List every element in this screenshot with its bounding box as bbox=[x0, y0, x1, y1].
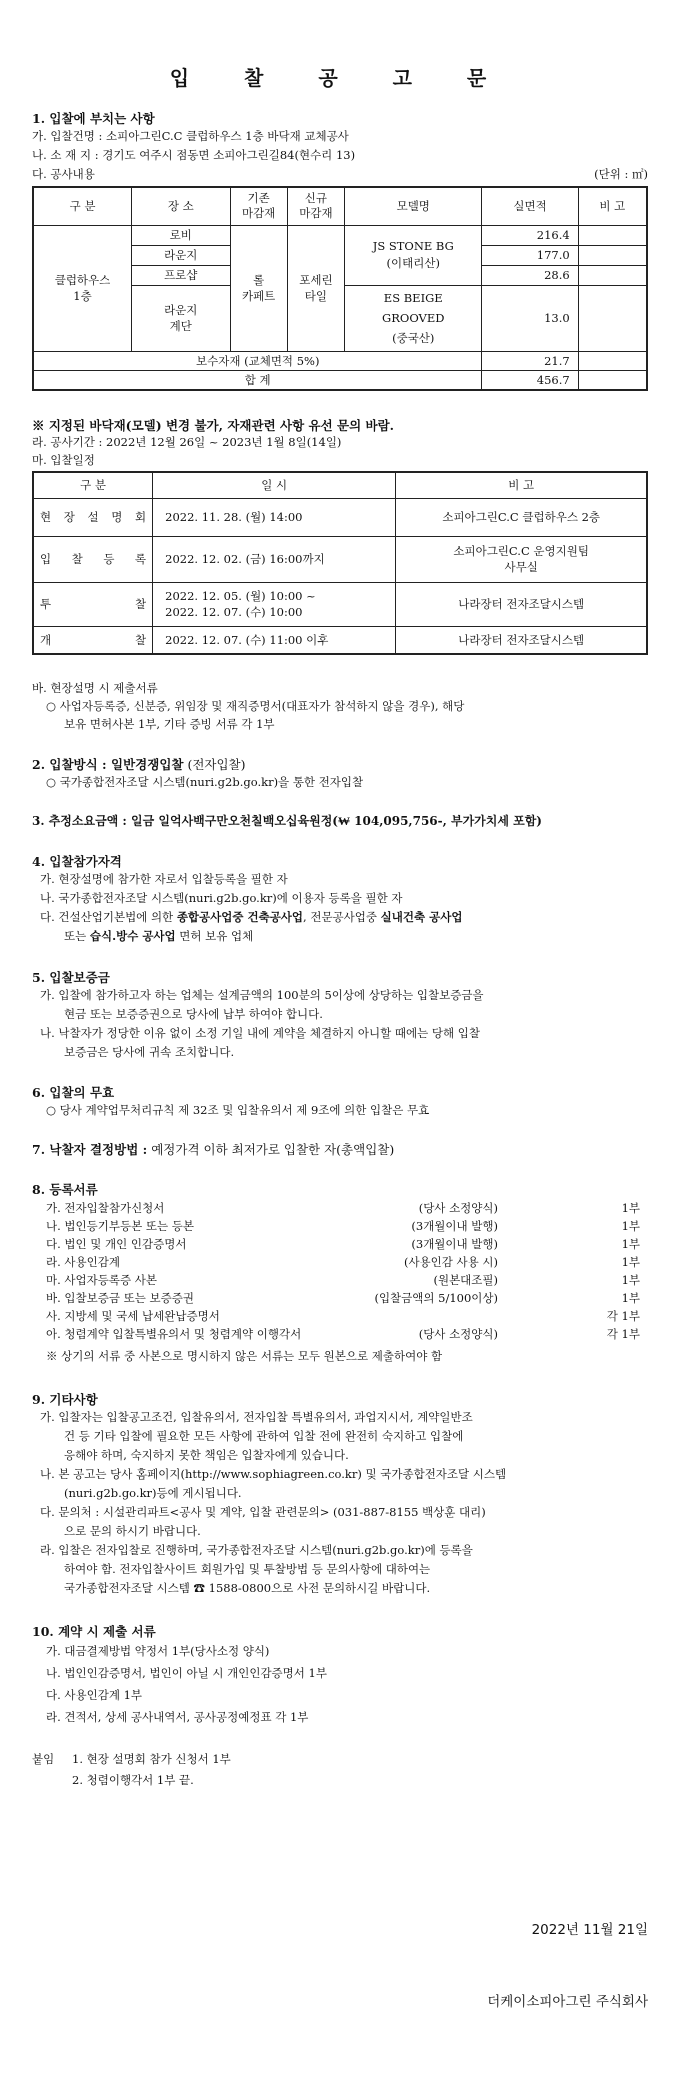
header-cell: 모델명 bbox=[345, 187, 482, 225]
qual-b: 나. 국가종합전자조달 시스템(nuri.g2b.go.kr)에 이용자 등록을 필한 자 bbox=[40, 891, 403, 905]
misc-line: 나. 본 공고는 당사 홈페이지(http://www.sophiagreen.co.kr) 및 국가종합전자조달 시스템 bbox=[40, 1467, 507, 1481]
area-cell: 177.0 bbox=[482, 245, 578, 265]
header-cell: 실면적 bbox=[482, 187, 578, 225]
doc-name: 다. 법인 및 개인 인감증명서 bbox=[46, 1237, 187, 1251]
spare-label: 보수자재 (교체면적 5%) bbox=[33, 351, 482, 370]
project-location: 나. 소 재 지 : 경기도 여주시 점동면 소피아그린길84(현수리 13) bbox=[32, 148, 356, 162]
deposit-b1: 나. 낙찰자가 정당한 이유 없이 소정 기일 내에 계약을 체결하지 아니할 때에는 당해 입찰 bbox=[40, 1026, 480, 1040]
note-cell bbox=[578, 351, 647, 370]
misc-line: 다. 문의처 : 시설관리파트<공사 및 계약, 입찰 관련문의> (031-887-8155 백상훈 대리) bbox=[40, 1505, 486, 1519]
qual-a: 가. 현장설명에 참가한 자로서 입찰등록을 필한 자 bbox=[40, 872, 288, 886]
section-1-heading: 1. 입찰에 부치는 사항 bbox=[32, 111, 155, 126]
header-cell: 비 고 bbox=[396, 472, 647, 498]
doc-qty: 1부 bbox=[621, 1237, 640, 1251]
section-4-heading: 4. 입찰참가자격 bbox=[32, 854, 122, 869]
qual-c-text2: , 전문공사업중 bbox=[303, 910, 381, 924]
doc-note: (사용인감 사용 시) bbox=[403, 1255, 498, 1269]
site-docs-line2: 보유 면허사본 1부, 기타 증빙 서류 각 1부 bbox=[64, 717, 275, 731]
header-cell: 비 고 bbox=[578, 187, 647, 225]
list-item bbox=[46, 1218, 646, 1236]
bid-method-line: ○ 국가종합전자조달 시스템(nuri.g2b.go.kr)을 통한 전자입찰 bbox=[46, 775, 364, 789]
note-cell bbox=[578, 225, 647, 245]
list-item bbox=[46, 1254, 646, 1272]
misc-line: 응해야 하며, 숙지하지 못한 책임은 입찰자에게 있습니다. bbox=[64, 1448, 349, 1462]
award-method-label: 7. 낙찰자 결정방법 : bbox=[32, 1142, 148, 1157]
qual-c-text: 다. 건설산업기본법에 의한 bbox=[40, 910, 177, 924]
spare-value: 21.7 bbox=[482, 351, 578, 370]
qual-c bbox=[40, 909, 462, 925]
list-item bbox=[46, 1308, 646, 1326]
header-cell: 구 분 bbox=[33, 472, 153, 498]
schedule-note-cell: 나라장터 전자조달시스템 bbox=[396, 582, 647, 626]
model-cell: JS STONE BG (이태리산) bbox=[345, 225, 482, 285]
doc-name: 마. 사업자등록증 사본 bbox=[46, 1273, 157, 1287]
bid-method: 2. 입찰방식 : 일반경쟁입찰 bbox=[32, 757, 184, 772]
area-cell: 216.4 bbox=[482, 225, 578, 245]
award-method-text: 예정가격 이하 최저가로 입찰한 자(총액입찰) bbox=[147, 1142, 395, 1157]
note-cell bbox=[578, 285, 647, 351]
qual-d-text2: 면허 보유 업체 bbox=[175, 929, 254, 943]
list-item bbox=[46, 1290, 646, 1308]
header-cell: 장 소 bbox=[132, 187, 231, 225]
section-6-heading: 6. 입찰의 무효 bbox=[32, 1085, 115, 1100]
doc-name: 사. 지방세 및 국세 납세완납증명서 bbox=[46, 1309, 220, 1323]
doc-name: 나. 법인등기부등본 또는 등본 bbox=[46, 1219, 194, 1233]
invalid-line: ○ 당사 계약업무처리규칙 제 32조 및 입찰유의서 제 9조에 의한 입찰은 무효 bbox=[46, 1103, 430, 1117]
docs-footnote: ※ 상기의 서류 중 사본으로 명시하지 않은 서류는 모두 원본으로 제출하여야 함 bbox=[46, 1349, 443, 1363]
old-material-cell: 롤 카페트 bbox=[230, 225, 287, 351]
doc-qty: 각 1부 bbox=[606, 1327, 640, 1341]
area-cell: 13.0 bbox=[482, 285, 578, 351]
project-name: 가. 입찰건명 : 소피아그린C.C 클럽하우스 1층 바닥재 교체공사 bbox=[32, 129, 349, 143]
misc-line: 건 등 기타 입찰에 필요한 모든 사항에 관하여 입찰 전에 완전히 숙지하고 입찰에 bbox=[64, 1429, 464, 1443]
list-item bbox=[46, 1326, 646, 1344]
qual-c-bold1: 종합공사업중 건축공사업 bbox=[176, 910, 304, 924]
page-title: 입 찰 공 고 문 bbox=[169, 66, 511, 90]
site-docs-label: 바. 현장설명 시 제출서류 bbox=[32, 681, 158, 695]
misc-line: 으로 문의 하시기 바랍니다. bbox=[64, 1524, 201, 1538]
schedule-date-cell: 2022. 12. 02. (금) 16:00까지 bbox=[153, 536, 396, 582]
list-item bbox=[46, 1200, 646, 1218]
contract-doc-line: 라. 견적서, 상세 공사내역서, 공사공정예정표 각 1부 bbox=[46, 1710, 309, 1724]
misc-line: 라. 입찰은 전자입찰로 진행하며, 국가종합전자조달 시스템(nuri.g2b.go.kr)에 등록을 bbox=[40, 1543, 473, 1557]
bid-method-tail: (전자입찰) bbox=[183, 757, 246, 772]
doc-qty: 각 1부 bbox=[606, 1309, 640, 1323]
schedule-date-cell: 2022. 11. 28. (월) 14:00 bbox=[153, 498, 396, 536]
misc-line: (nuri.g2b.go.kr)등에 게시됩니다. bbox=[64, 1486, 242, 1500]
schedule-date-cell: 2022. 12. 05. (월) 10:00 ~ 2022. 12. 07. (수) 10:00 bbox=[153, 582, 396, 626]
doc-qty: 1부 bbox=[621, 1201, 640, 1215]
doc-note: (당사 소정양식) bbox=[418, 1327, 498, 1341]
doc-note: (입찰금액의 5/100이상) bbox=[374, 1291, 498, 1305]
company-name: 더케이소피아그린 주식회사 bbox=[487, 1994, 648, 2010]
list-item bbox=[46, 1272, 646, 1290]
work-content-label: 다. 공사내용 bbox=[32, 167, 95, 181]
total-value: 456.7 bbox=[482, 370, 578, 390]
construction-period: 라. 공사기간 : 2022년 12월 26일 ~ 2023년 1월 8일(14일) bbox=[32, 435, 342, 449]
contract-doc-line: 나. 법인인감증명서, 법인이 아닐 시 개인인감증명서 1부 bbox=[46, 1666, 327, 1680]
doc-qty: 1부 bbox=[621, 1291, 640, 1305]
work-table bbox=[32, 186, 648, 391]
area-cell: 28.6 bbox=[482, 265, 578, 285]
deposit-b2: 보증금은 당사에 귀속 조치합니다. bbox=[64, 1045, 235, 1059]
new-material-cell: 포세린 타일 bbox=[287, 225, 344, 351]
doc-note: (3개월이내 발행) bbox=[411, 1237, 498, 1251]
qual-d-text: 또는 bbox=[64, 929, 90, 943]
site-docs-line1: ○ 사업자등록증, 신분증, 위임장 및 재직증명서(대표자가 참석하지 않을 경우), 해당 bbox=[46, 699, 465, 713]
material-notice: ※ 지정된 바닥재(모델) 변경 불가, 자재관련 사항 유선 문의 바람. bbox=[32, 418, 394, 433]
qual-d bbox=[64, 928, 253, 944]
schedule-label-cell: 개 찰 bbox=[33, 626, 153, 654]
schedule-label-cell: 현 장 설 명 회 bbox=[33, 498, 153, 536]
section-2-heading bbox=[32, 755, 246, 773]
note-cell bbox=[578, 265, 647, 285]
header-cell: 신규 마감재 bbox=[287, 187, 344, 225]
note-cell bbox=[578, 370, 647, 390]
list-item bbox=[46, 1236, 646, 1254]
doc-note: (원본대조필) bbox=[433, 1273, 498, 1287]
attachment-item: 1. 현장 설명회 참가 신청서 1부 bbox=[72, 1752, 231, 1766]
section-9-heading: 9. 기타사항 bbox=[32, 1392, 98, 1407]
schedule-label-cell: 입 찰 등 록 bbox=[33, 536, 153, 582]
attachment-label: 붙임 bbox=[32, 1752, 55, 1766]
schedule-note-cell: 소피아그린C.C 운영지원팀 사무실 bbox=[396, 536, 647, 582]
place-cell: 프로샵 bbox=[132, 265, 231, 285]
place-cell: 로비 bbox=[132, 225, 231, 245]
section-7-heading bbox=[32, 1140, 394, 1158]
schedule-note-cell: 소피아그린C.C 클럽하우스 2층 bbox=[396, 498, 647, 536]
qual-d-bold: 습식.방수 공사업 bbox=[89, 929, 176, 943]
unit-label: (단위 : ㎡) bbox=[594, 167, 648, 181]
section-10-heading: 10. 계약 시 제출 서류 bbox=[32, 1624, 156, 1639]
place-cell: 라운지 bbox=[132, 245, 231, 265]
model-cell: ES BEIGE GROOVED (중국산) bbox=[345, 285, 482, 351]
header-cell: 일 시 bbox=[153, 472, 396, 498]
place-cell: 라운지 계단 bbox=[132, 285, 231, 351]
doc-name: 가. 전자입찰참가신청서 bbox=[46, 1201, 165, 1215]
qual-c-bold2: 실내건축 공사업 bbox=[380, 910, 463, 924]
section-3-heading: 3. 추정소요금액 : 일금 일억사백구만오천칠백오십육원정(₩ 104,095,756-, 부가가치세 포함) bbox=[32, 814, 542, 828]
doc-note: (당사 소정양식) bbox=[418, 1201, 498, 1215]
section-5-heading: 5. 입찰보증금 bbox=[32, 970, 110, 985]
schedule-label-cell: 투 찰 bbox=[33, 582, 153, 626]
header-cell: 기존 마감재 bbox=[230, 187, 287, 225]
header-cell: 구 분 bbox=[33, 187, 132, 225]
misc-line: 하여야 함. 전자입찰사이트 회원가입 및 투찰방법 등 문의사항에 대하여는 bbox=[64, 1562, 431, 1576]
note-cell bbox=[578, 245, 647, 265]
schedule-note-cell: 나라장터 전자조달시스템 bbox=[396, 626, 647, 654]
deposit-a2: 현금 또는 보증증권으로 당사에 납부 하여야 합니다. bbox=[64, 1007, 323, 1021]
doc-qty: 1부 bbox=[621, 1219, 640, 1233]
issue-date: 2022년 11월 21일 bbox=[531, 1922, 648, 1938]
misc-line: 가. 입찰자는 입찰공고조건, 입찰유의서, 전자입찰 특별유의서, 과업지시서, 계약일반조 bbox=[40, 1410, 473, 1424]
doc-qty: 1부 bbox=[621, 1255, 640, 1269]
misc-line: 국가종합전자조달 시스템 ☎ 1588-0800으로 사전 문의하시길 바랍니다. bbox=[64, 1581, 431, 1595]
doc-note: (3개월이내 발행) bbox=[411, 1219, 498, 1233]
schedule-date-cell: 2022. 12. 07. (수) 11:00 이후 bbox=[153, 626, 396, 654]
contract-doc-line: 다. 사용인감계 1부 bbox=[46, 1688, 143, 1702]
group-cell: 클럽하우스 1층 bbox=[33, 225, 132, 351]
schedule-table bbox=[32, 471, 648, 655]
contract-doc-line: 가. 대금결제방법 약정서 1부(당사소정 양식) bbox=[46, 1644, 270, 1658]
section-8-heading: 8. 등록서류 bbox=[32, 1182, 98, 1197]
doc-qty: 1부 bbox=[621, 1273, 640, 1287]
doc-name: 라. 사용인감계 bbox=[46, 1255, 120, 1269]
attachment-item: 2. 청렴이행각서 1부 끝. bbox=[72, 1773, 194, 1787]
deposit-a1: 가. 입찰에 참가하고자 하는 업체는 설계금액의 100분의 5이상에 상당하는 입찰보증금을 bbox=[40, 988, 484, 1002]
doc-name: 바. 입찰보증금 또는 보증증권 bbox=[46, 1291, 194, 1305]
total-label: 합 계 bbox=[33, 370, 482, 390]
schedule-label: 마. 입찰일정 bbox=[32, 453, 95, 467]
doc-name: 아. 청렴계약 입찰특별유의서 및 청렴계약 이행각서 bbox=[46, 1327, 302, 1341]
